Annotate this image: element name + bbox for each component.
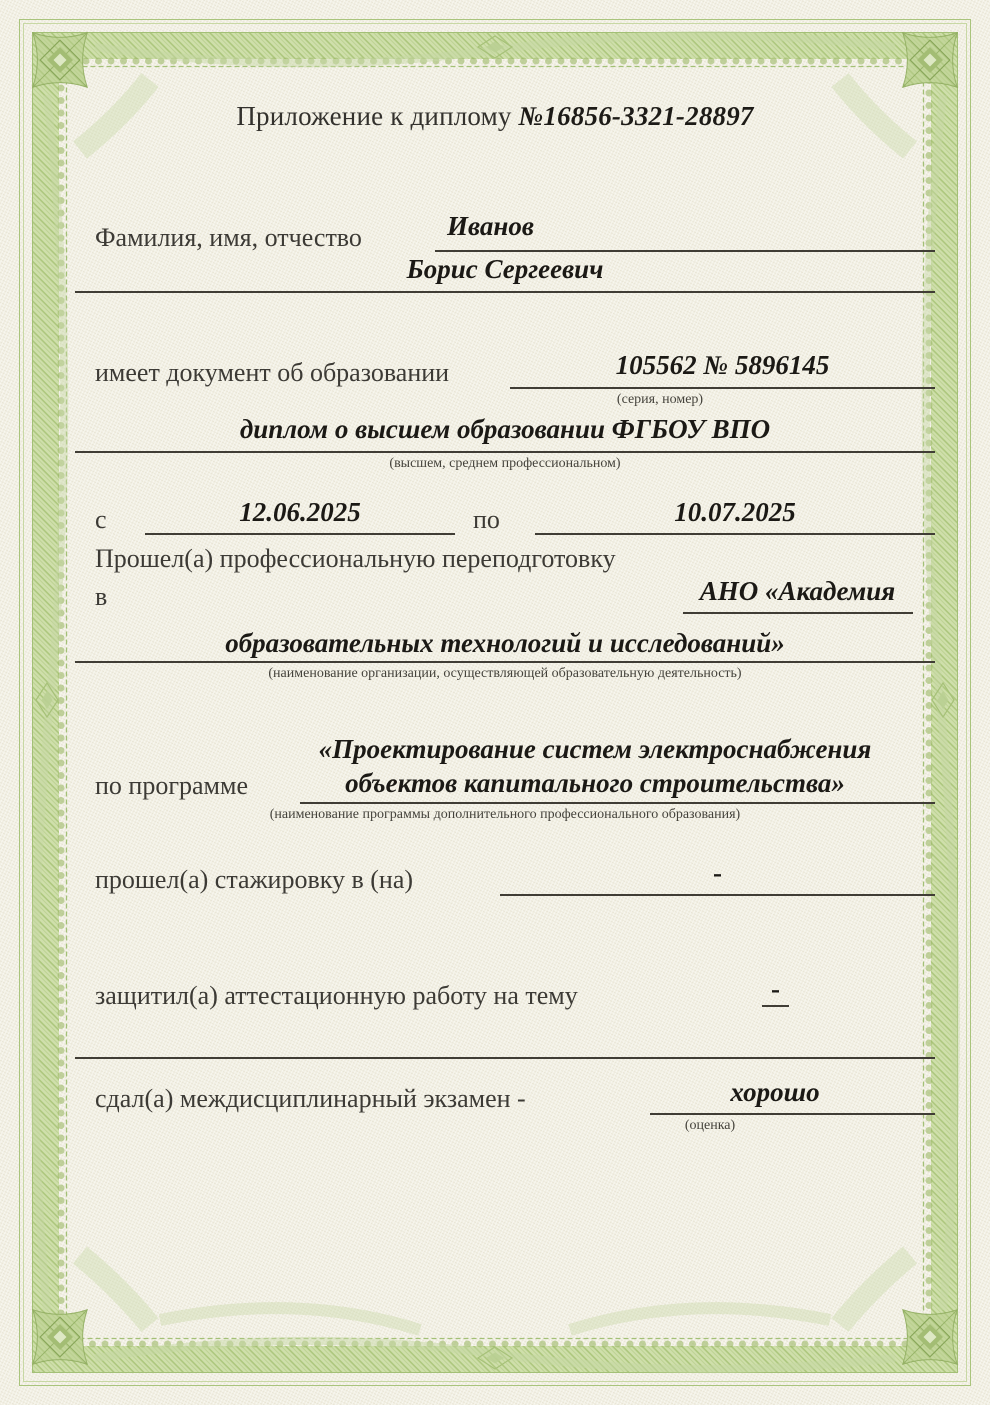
program-value-line2: объектов капитального строительства»: [345, 768, 845, 798]
period-from-label: с: [95, 505, 107, 534]
program-underline: [300, 802, 935, 804]
program-label: по программе: [95, 771, 248, 800]
exam-grade-underline: [650, 1113, 935, 1115]
document-type-caption: (высшем, среднем профессиональном): [389, 456, 621, 471]
title-prefix: Приложение к диплому: [236, 101, 519, 131]
exam-grade-value: хорошо: [730, 1077, 820, 1107]
education-document-label: имеет документ об образовании: [95, 358, 450, 387]
name-rest-value: Борис Сергеевич: [406, 254, 604, 284]
retraining-in-label: в: [95, 582, 108, 611]
name-rest-underline: [75, 291, 935, 293]
thesis-dash: -: [762, 974, 789, 1007]
organization-caption: (наименование организации, осуществляющей образовательную деятельность): [268, 666, 742, 681]
internship-value: -: [713, 858, 722, 888]
internship-label: прошел(а) стажировку в (на): [95, 865, 414, 894]
document-type-underline: [75, 451, 935, 453]
retraining-statement: Прошел(а) профессиональную переподготовку: [95, 544, 616, 573]
name-label: Фамилия, имя, отчество: [95, 223, 362, 252]
organization-value-line1: АНО «Академия: [699, 576, 896, 606]
thesis-value: [762, 974, 789, 1005]
education-document-underline: [510, 387, 935, 389]
diploma-number: №16856-3321-28897: [518, 101, 754, 131]
period-from-underline: [145, 533, 455, 535]
internship-underline: [500, 894, 935, 896]
period-from-value: 12.06.2025: [239, 497, 361, 527]
education-document-caption: (серия, номер): [616, 392, 704, 407]
program-value-line1: «Проектирование систем электроснабжения: [318, 734, 872, 764]
page-title: [0, 101, 990, 132]
period-to-value: 10.07.2025: [674, 497, 796, 527]
name-first-underline: [435, 250, 935, 252]
document-type-value: диплом о высшем образовании ФГБОУ ВПО: [239, 414, 771, 444]
exam-grade-caption: (оценка): [684, 1118, 736, 1133]
organization-line1-underline: [683, 612, 913, 614]
program-caption: (наименование программы дополнительного профессионального образования): [269, 807, 741, 822]
exam-label: сдал(а) междисциплинарный экзамен -: [95, 1084, 526, 1113]
organization-underline: [75, 661, 935, 663]
thesis-underline: [75, 1057, 935, 1059]
education-document-value: 105562 № 5896145: [615, 350, 830, 380]
period-to-label: по: [473, 505, 500, 534]
organization-value-line2: образовательных технологий и исследований»: [225, 628, 785, 658]
name-first-value: Иванов: [447, 211, 534, 241]
period-to-underline: [535, 533, 935, 535]
thesis-label: защитил(а) аттестационную работу на тему: [95, 981, 578, 1010]
